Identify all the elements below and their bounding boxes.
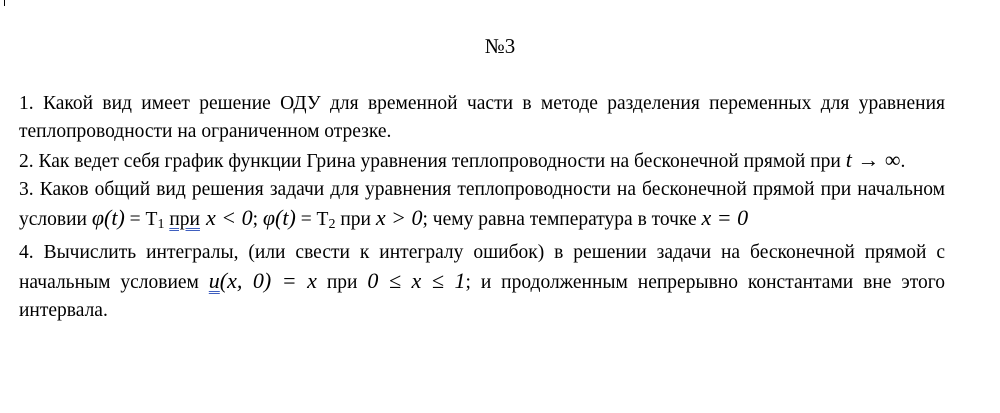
question-3 — [19, 176, 945, 239]
page-corner-mark — [4, 0, 5, 6]
math-phi-1: φ(t) — [91, 205, 125, 230]
math-phi-2: φ(t) — [262, 205, 296, 230]
semicolon: ; — [252, 209, 258, 230]
math-point-x0: x = 0 — [701, 205, 749, 230]
math-sub-1: 1 — [157, 217, 165, 232]
question-3-text-b: ; чему равна температура в точке — [422, 209, 702, 230]
question-4-text-a: 4. Вычислить интегралы, (или свести к интегралу ошибок) в решении задачи на бесконечной прямой с начальным условием — [19, 242, 945, 293]
question-2-text: 2. Как ведет себя график функции Грина уравнения теплопроводности на бесконечной прямой при — [19, 151, 846, 172]
question-3-text-a: 3. Каков общий вид решения задачи для уравнения теплопроводности на бесконечной прямой при начальном условии — [19, 179, 945, 230]
math-limit-infinity: → ∞ — [851, 147, 901, 172]
question-1-text: 1. Какой вид имеет решение ОДУ для временной части в методе разделения переменных для уравнения теплопроводности на ограниченном отрезке. — [19, 93, 945, 142]
math-u-args: (x, 0) = x — [219, 268, 317, 293]
math-u-underlined: u — [208, 268, 220, 293]
task-number-title: №3 — [484, 34, 516, 58]
document-body — [19, 90, 945, 325]
math-range: 0 ≤ x ≤ 1 — [367, 268, 466, 293]
pri-3: при — [316, 272, 368, 293]
question-4-text-b: ; и продолженным непрерывно константами вне этого интервала. — [19, 272, 946, 321]
question-2 — [19, 146, 945, 176]
math-eq-2: = T — [295, 209, 329, 230]
question-1 — [19, 90, 945, 146]
math-variable-t: t — [845, 147, 852, 172]
math-condition-1: x < 0 — [205, 205, 253, 230]
pri-underlined: при — [169, 209, 200, 230]
pri-2: при — [335, 209, 376, 230]
math-condition-2: x > 0 — [375, 205, 423, 230]
question-2-end: . — [900, 151, 906, 172]
question-4 — [19, 239, 945, 325]
math-eq-1: = T — [124, 209, 158, 230]
math-sub-2: 2 — [328, 217, 336, 232]
